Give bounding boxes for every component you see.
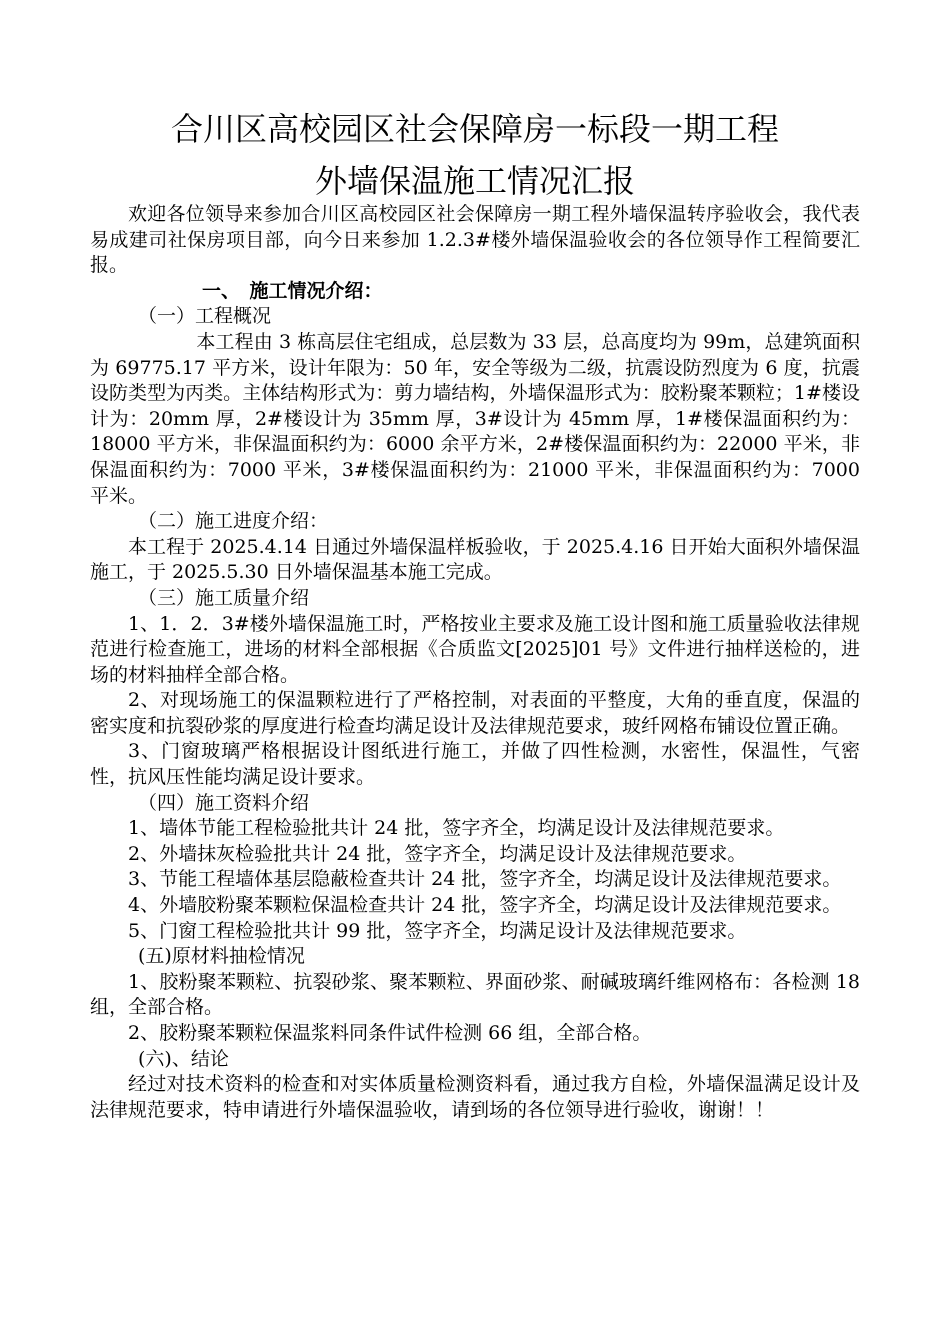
quality-item: 2、对现场施工的保温颗粒进行了严格控制，对表面的平整度，大角的垂直度，保温的密实度和抗裂砂浆的厚度进行检查均满足设计及法律规范要求，玻纤网格布铺设位置正确。 (90, 689, 860, 737)
sub3-heading: （三）施工质量介绍 (138, 586, 310, 609)
sub4-heading: （四）施工资料介绍 (138, 791, 310, 814)
quality-item: 1、1．2．3#楼外墙保温施工时，严格按业主要求及施工设计图和施工质量验收法律规范进行检查施工，进场的材料全部根据《合质监文[2025]01 号》文件进行抽样送检的，进场的材料抽样全部合格。 (90, 612, 860, 686)
progress-paragraph: 本工程于 2025.4.14 日通过外墙保温样板验收，于 2025.4.16 日开始大面积外墙保温施工，于 2025.5.30 日外墙保温基本施工完成。 (90, 535, 860, 584)
intro-paragraph: 欢迎各位领导来参加合川区高校园区社会保障房一期工程外墙保温转序验收会，我代表易成建司社保房项目部，向今日来参加 1.2.3#楼外墙保温验收会的各位领导作工程简要汇报。 (90, 203, 860, 277)
report-body (90, 202, 860, 1123)
documents-item: 3、节能工程墙体基层隐蔽检查共计 24 批，签字齐全，均满足设计及法律规范要求。 (128, 868, 842, 891)
documents-item: 5、门窗工程检验批共计 99 批，签字齐全，均满足设计及法律规范要求。 (128, 919, 747, 942)
section1-heading: 一、 施工情况介绍： (202, 279, 383, 302)
documents-item: 1、墙体节能工程检验批共计 24 批，签字齐全，均满足设计及法律规范要求。 (128, 817, 785, 840)
sub1-heading: （一）工程概况 (138, 305, 272, 328)
document-title-line2: 外墙保温施工情况汇报 (314, 162, 635, 200)
conclusion-paragraph: 经过对技术资料的检查和对实体质量检测资料看，通过我方自检，外墙保温满足设计及法律规范要求，特申请进行外墙保温验收，请到场的各位领导进行验收，谢谢！！ (90, 1073, 860, 1121)
sub2-heading: （二）施工进度介绍： (138, 510, 329, 533)
materials-item: 1、胶粉聚苯颗粒、抗裂砂浆、聚苯颗粒、界面砂浆、耐碱玻璃纤维网格布：各检测 18 组，全部合格。 (90, 970, 860, 1019)
sub5-heading: (五)原材料抽检情况 (138, 945, 305, 968)
documents-item: 2、外墙抹灰检验批共计 24 批，签字齐全，均满足设计及法律规范要求。 (128, 842, 747, 865)
document-title-line1: 合川区高校园区社会保障房一标段一期工程 (170, 110, 779, 148)
documents-item: 4、外墙胶粉聚苯颗粒保温检查共计 24 批，签字齐全，均满足设计及法律规范要求。 (128, 894, 842, 917)
quality-item: 3、门窗玻璃严格根据设计图纸进行施工，并做了四性检测，水密性，保温性，气密性，抗风压性能均满足设计要求。 (90, 740, 860, 789)
project-overview-paragraph: 本工程由 3 栋高层住宅组成，总层数为 33 层，总高度均为 99m，总建筑面积为 69775.17 平方米，设计年限为：50 年，安全等级为二级，抗震设防烈度为 6 度，抗震设防类型为丙类。主体结构形式为：剪力墙结构，外墙保温形式为：胶粉聚苯颗粒；1#楼设计为：20mm 厚，2#楼设计为 35mm 厚，3#设计为 45mm 厚，1#楼保温面积约为：18000 平方米，非保温面积约为：6000 余平方米，2#楼保温面积约为：22000 平米，非保温面积约为：7000 平米，3#楼保温面积约为：21000 平米，非保温面积约为：7000 平米。 (90, 330, 860, 507)
sub6-heading: (六)、结论 (138, 1047, 229, 1070)
materials-item: 2、胶粉聚苯颗粒保温浆料同条件试件检测 66 组，全部合格。 (128, 1022, 652, 1044)
